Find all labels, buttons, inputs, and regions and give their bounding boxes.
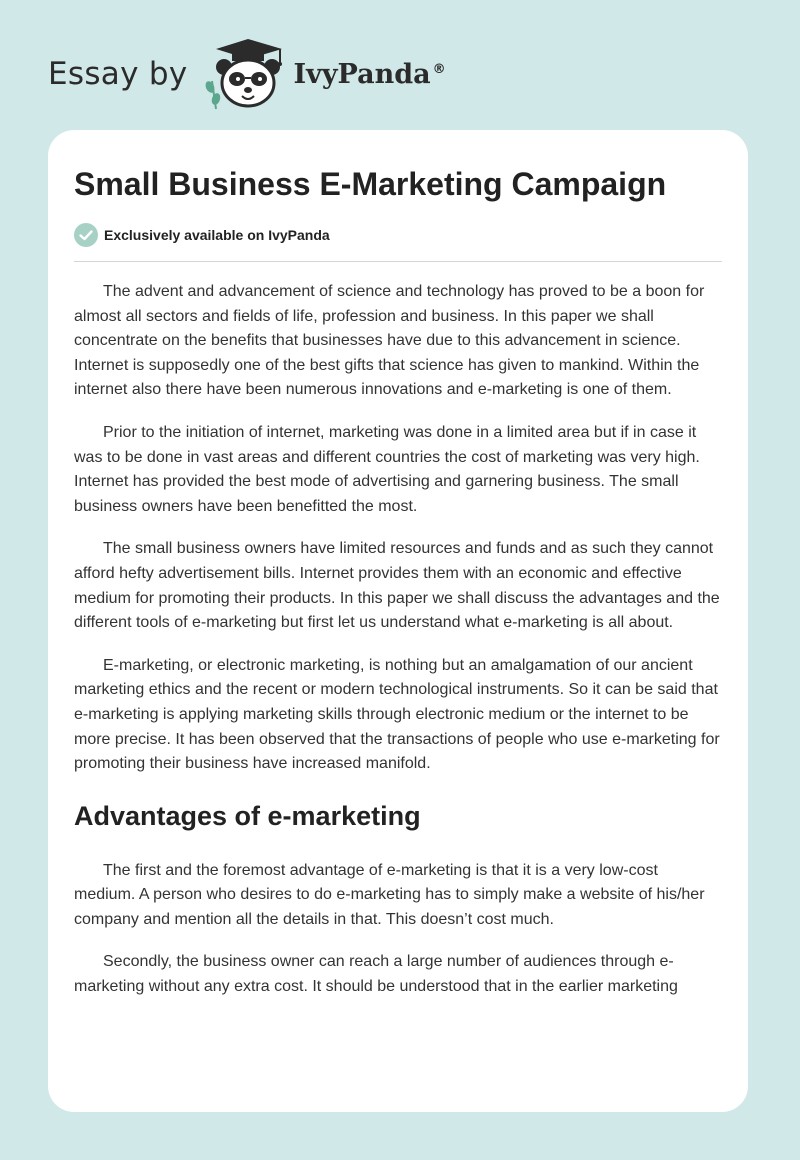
exclusive-label: Exclusively available on IvyPanda <box>104 227 330 243</box>
brand-prefix: Essay by <box>48 56 188 92</box>
paragraph: The first and the foremost advantage of e-marketing is that it is a very low-cost medium. A person who desires to do e-marketing has to simply make a website of his/her company and mention all the details in that. This doesn’t cost much. <box>74 861 705 928</box>
essay-body <box>74 280 722 1000</box>
paragraph: Prior to the initiation of internet, marketing was done in a limited area but if in case it was to be done in vast areas and different countries the cost of marketing was very high. Internet has provided the best mode of advertising and garnering business. The small business owners have been benefitted the most. <box>74 423 700 515</box>
registered-mark: ® <box>432 61 446 77</box>
brand-name[interactable]: IvyPanda ® <box>293 58 446 90</box>
paragraph: E-marketing, or electronic marketing, is nothing but an amalgamation of our ancient marketing ethics and the recent or modern technological instruments. So it can be said that e-marketing is applying marketing skills through electronic medium or the internet to be more precise. It has been observed that the transactions of people who use e-marketing for promoting their business have increased manifold. <box>74 656 720 773</box>
exclusive-notice <box>74 223 722 262</box>
paragraph: Secondly, the business owner can reach a large number of audiences through e-marketing without any extra cost. It should be understood that in the earlier marketing <box>74 953 678 996</box>
paragraph: The advent and advancement of science and technology has proved to be a boon for almost all sectors and fields of life, profession and business. In this paper we shall concentrate on the benefits that businesses have due to this advancement in science. Internet is supposedly one of the best gifts that science has given to mankind. Within the internet also there have been numerous innovations and e-marketing is one of them. <box>74 283 705 399</box>
essay-card <box>48 130 748 1112</box>
panda-graduate-icon[interactable] <box>202 37 292 111</box>
check-badge-icon <box>74 223 98 247</box>
paragraph: The small business owners have limited resources and funds and as such they cannot afford hefty advertisement bills. Internet provides them with an economic and effective medium for promoting their products. In this paper we shall discuss the advantages and the different tools of e-marketing but first let us understand what e-marketing is all about. <box>74 540 720 632</box>
page-title: Small Business E-Marketing Campaign <box>74 166 667 202</box>
site-header <box>48 34 446 114</box>
section-heading: Advantages of e-marketing <box>74 800 421 831</box>
